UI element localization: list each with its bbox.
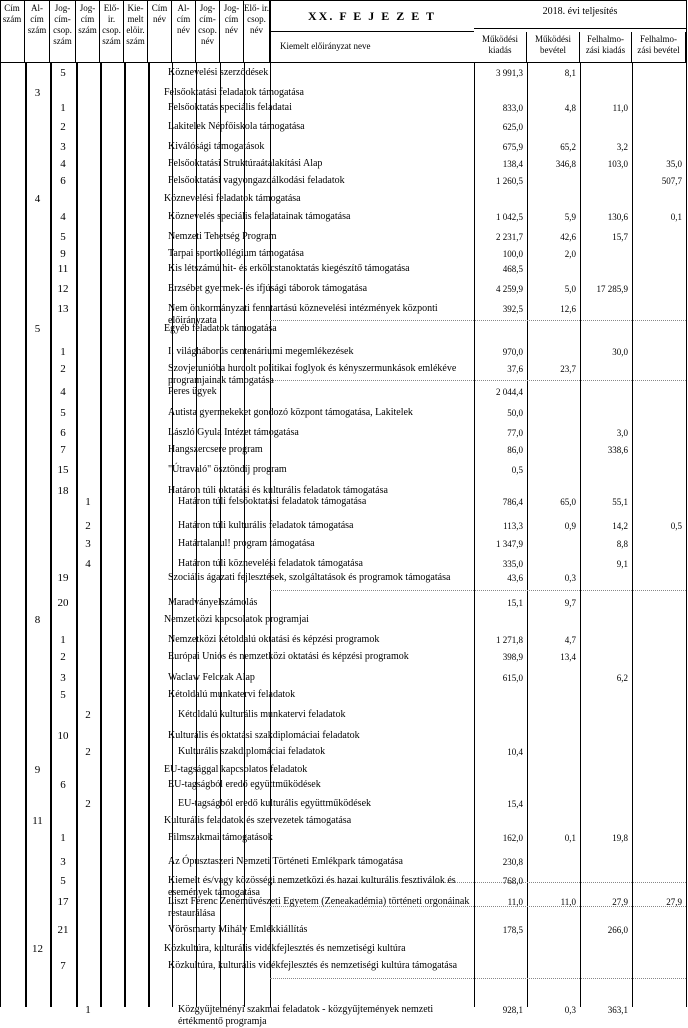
- value-mukodesi-bevetel: 5,0: [564, 284, 576, 294]
- table-row: [0, 303, 686, 326]
- item-name: Filmszakmai támogatások: [168, 832, 273, 843]
- table-row: [0, 346, 686, 363]
- value-mukodesi-kiadas: 11,0: [507, 897, 523, 907]
- header-divider: [270, 0, 271, 62]
- table-row: [0, 485, 686, 496]
- header-eloir-csop-nev: Elő- ir. csop. név: [244, 1, 270, 62]
- value-felhalmozasi-kiadas: 30,0: [612, 347, 628, 357]
- table-row: [0, 248, 686, 263]
- value-mukodesi-bevetel: 4,7: [564, 635, 576, 645]
- value-mukodesi-kiadas: 37,6: [507, 364, 523, 374]
- item-name: Köznevelés speciális feladatainak támogatása: [168, 211, 351, 222]
- value-mukodesi-kiadas: 1 271,8: [496, 635, 523, 645]
- header-cim-szam: Cím szám: [0, 1, 25, 62]
- header-alcim-nev: Al- cím név: [172, 1, 196, 62]
- header-eloir-csop-szam: Elő- ir. csop. szám: [100, 1, 124, 62]
- header-title-line: [270, 31, 474, 32]
- item-name: Lakitelek Népfőiskola támogatása: [168, 121, 305, 132]
- header-felhalmozasi-bevetel: Felhalmo- zási bevétel: [632, 32, 686, 62]
- item-name: Felsőoktatási vagyongazdálkodási feladatok: [168, 175, 345, 186]
- jogcim-number: 3: [85, 538, 91, 550]
- table-row: [0, 798, 686, 815]
- header-jogcim-szam: Jog- cím szám: [76, 1, 100, 62]
- item-name: "Útravaló" ösztöndíj program: [168, 464, 287, 475]
- item-name: Nemzetközi kapcsolatok programjai: [164, 614, 309, 625]
- item-name: Erzsébet gyermek- és ifjúsági táborok támogatása: [168, 283, 368, 294]
- jogcim-csoport-number: 4: [60, 211, 66, 223]
- jogcim-csoport-number: 15: [57, 464, 69, 476]
- table-row: [0, 121, 686, 141]
- value-mukodesi-kiadas: 15,1: [507, 598, 523, 608]
- header-kiemelt-eloir-szam: Kie- melt elöir. szám: [124, 1, 148, 62]
- item-name: EU-tagsággal kapcsolatos feladatok: [164, 764, 308, 775]
- jogcim-csoport-number: 2: [60, 363, 66, 375]
- table-row: [0, 464, 686, 485]
- value-mukodesi-bevetel: 42,6: [560, 232, 576, 242]
- table-row: [0, 960, 686, 1004]
- item-name: Nemzetközi kétoldalú oktatási és képzési programok: [168, 634, 380, 645]
- alcim-number: 12: [32, 943, 43, 955]
- table-row: [0, 634, 686, 651]
- table-row: [0, 672, 686, 689]
- item-name: EU-tagságból eredő kulturális együttműködések: [178, 798, 372, 809]
- value-mukodesi-bevetel: 0,3: [564, 573, 576, 583]
- table-row: [0, 709, 686, 730]
- value-mukodesi-kiadas: 230,8: [502, 857, 523, 867]
- table-row: [0, 496, 686, 520]
- jogcim-number: 1: [85, 1004, 91, 1016]
- jogcim-number: 1: [85, 496, 91, 508]
- value-felhalmozasi-kiadas: 19,8: [612, 833, 628, 843]
- table-row: [0, 386, 686, 407]
- value-mukodesi-bevetel: 0,3: [564, 1005, 576, 1015]
- header-cim-nev: Cím név: [148, 1, 172, 62]
- header-bottom-line: [0, 62, 686, 63]
- value-mukodesi-kiadas: 928,1: [502, 1005, 523, 1015]
- item-name: Liszt Ferenc Zeneművészeti Egyetem (Zeneakadémia) történeti orgonáinak restaurálása: [168, 896, 470, 919]
- header-jogcim-nev: Jog- cím név: [220, 1, 244, 62]
- table-row: [0, 815, 686, 832]
- value-felhalmozasi-kiadas: 9,1: [616, 559, 628, 569]
- table-row: [0, 856, 686, 875]
- value-mukodesi-bevetel: 0,1: [564, 833, 576, 843]
- header-jogcim-csop-nev: Jog- cím- csop. név: [196, 1, 220, 62]
- value-felhalmozasi-kiadas: 266,0: [607, 925, 628, 935]
- value-felhalmozasi-kiadas: 6,2: [616, 673, 628, 683]
- item-name: Közkultúra, kulturális vidékfejlesztés és nemzetiségi kultúra: [164, 943, 406, 954]
- value-mukodesi-kiadas: 162,0: [502, 833, 523, 843]
- jogcim-csoport-number: 3: [60, 856, 66, 868]
- value-felhalmozasi-bevetel: 35,0: [666, 159, 682, 169]
- jogcim-csoport-number: 2: [60, 121, 66, 133]
- value-mukodesi-kiadas: 2 044,4: [496, 387, 523, 397]
- value-felhalmozasi-kiadas: 14,2: [612, 521, 628, 531]
- jogcim-number: 4: [85, 558, 91, 570]
- value-felhalmozasi-kiadas: 8,8: [616, 539, 628, 549]
- table-row: [0, 444, 686, 464]
- jogcim-csoport-number: 5: [60, 407, 66, 419]
- jogcim-csoport-number: 1: [60, 102, 66, 114]
- value-mukodesi-kiadas: 3 991,3: [496, 68, 523, 78]
- table-row: [0, 283, 686, 303]
- header-mukodesi-kiadas: Működési kiadás: [474, 32, 527, 62]
- header-felhalmozasi-kiadas: Felhalmo- zási kiadás: [580, 32, 632, 62]
- item-name: Maradványelszámolás: [168, 597, 258, 608]
- value-felhalmozasi-kiadas: 338,6: [607, 445, 628, 455]
- jogcim-csoport-number: 17: [57, 896, 69, 908]
- table-row: [0, 875, 686, 896]
- value-mukodesi-bevetel: 8,1: [564, 68, 576, 78]
- header-year-line: [474, 28, 686, 29]
- item-name: I. világháborús centenáriumi megemlékezések: [168, 346, 354, 357]
- value-mukodesi-bevetel: 23,7: [560, 364, 576, 374]
- table-row: [0, 231, 686, 248]
- value-mukodesi-kiadas: 970,0: [502, 347, 523, 357]
- value-mukodesi-kiadas: 50,0: [507, 408, 523, 418]
- table-row: [0, 764, 686, 779]
- jogcim-csoport-number: 3: [60, 672, 66, 684]
- value-mukodesi-bevetel: 65,0: [560, 497, 576, 507]
- table-row: [0, 407, 686, 427]
- table-row: [0, 597, 686, 614]
- value-mukodesi-bevetel: 11,0: [560, 897, 576, 907]
- table-row: [0, 323, 686, 346]
- value-felhalmozasi-kiadas: 17 285,9: [596, 284, 628, 294]
- table-row: [0, 614, 686, 634]
- item-name: Szociális ágazati fejlesztések, szolgáltatások és programok támogatása: [168, 572, 451, 583]
- value-felhalmozasi-bevetel: 27,9: [666, 897, 682, 907]
- value-mukodesi-bevetel: 5,9: [564, 212, 576, 222]
- value-mukodesi-kiadas: 138,4: [502, 159, 523, 169]
- item-name: Kiemelt és/vagy közösségi nemzetközi és hazai kulturális fesztiválok és események támogatása: [168, 875, 456, 898]
- value-mukodesi-kiadas: 335,0: [502, 559, 523, 569]
- table-row: [0, 67, 686, 87]
- chapter-title: XX. F E J E Z E T: [307, 9, 437, 23]
- value-felhalmozasi-kiadas: 3,2: [616, 142, 628, 152]
- item-name: Kétoldalú kulturális munkatervi feladatok: [178, 709, 346, 720]
- table-row: [0, 896, 686, 924]
- jogcim-csoport-number: 18: [57, 485, 69, 497]
- table-row: [0, 779, 686, 798]
- jogcim-csoport-number: 4: [60, 386, 66, 398]
- alcim-number: 5: [34, 323, 41, 335]
- item-name: Peres ügyek: [168, 386, 217, 397]
- item-name: Vörösmarty Mihály Emlékkiállítás: [168, 924, 308, 935]
- value-felhalmozasi-bevetel: 0,1: [670, 212, 682, 222]
- value-mukodesi-kiadas: 675,9: [502, 142, 523, 152]
- item-name: Kulturális szakdiplomáciai feladatok: [178, 746, 326, 757]
- value-felhalmozasi-kiadas: 103,0: [607, 159, 628, 169]
- value-mukodesi-kiadas: 1 042,5: [496, 212, 523, 222]
- table-row: [0, 520, 686, 538]
- table-row: [0, 746, 686, 764]
- value-mukodesi-kiadas: 100,0: [502, 249, 523, 259]
- jogcim-csoport-number: 6: [60, 427, 66, 439]
- table-row: [0, 943, 686, 960]
- item-name: Kétoldalú munkatervi feladatok: [168, 689, 296, 700]
- item-name: Tarpai sportkollégium támogatása: [168, 248, 304, 259]
- value-mukodesi-kiadas: 468,5: [502, 264, 523, 274]
- value-mukodesi-bevetel: 13,4: [560, 652, 576, 662]
- value-mukodesi-kiadas: 113,3: [503, 521, 523, 531]
- item-name: Szovjetunióba hurcolt politikai foglyok és kényszermunkások emlékéve programjainak támogatása: [168, 363, 457, 386]
- value-mukodesi-kiadas: 77,0: [507, 428, 523, 438]
- jogcim-csoport-number: 6: [60, 779, 66, 791]
- item-name: Közgyűjteményi szakmai feladatok - közgyűjtemények nemzeti értékmentő programja: [178, 1004, 434, 1027]
- value-mukodesi-kiadas: 1 260,5: [496, 176, 523, 186]
- value-felhalmozasi-kiadas: 27,9: [612, 897, 628, 907]
- value-mukodesi-kiadas: 4 259,9: [496, 284, 523, 294]
- header-jogcim-csop-szam: Jog- cím- csop. szám: [50, 1, 76, 62]
- value-mukodesi-bevetel: 346,8: [555, 159, 576, 169]
- item-name: Kiválósági támogatások: [168, 141, 265, 152]
- header-alcim-szam: Al- cím szám: [25, 1, 50, 62]
- jogcim-csoport-number: 5: [60, 67, 66, 79]
- value-felhalmozasi-bevetel: 0,5: [670, 521, 682, 531]
- item-name: Köznevelési feladatok támogatása: [164, 193, 301, 204]
- jogcim-csoport-number: 5: [60, 231, 66, 243]
- jogcim-csoport-number: 19: [57, 572, 69, 584]
- jogcim-csoport-number: 5: [60, 875, 66, 887]
- value-mukodesi-kiadas: 398,9: [502, 652, 523, 662]
- value-mukodesi-bevetel: 12,6: [560, 304, 576, 314]
- item-name: Felsőoktatás speciális feladatai: [168, 102, 292, 113]
- value-mukodesi-kiadas: 768,0: [502, 876, 523, 886]
- table-row: [0, 651, 686, 672]
- value-mukodesi-kiadas: 786,4: [502, 497, 523, 507]
- table-row: [0, 102, 686, 121]
- value-mukodesi-kiadas: 10,4: [507, 747, 523, 757]
- item-name: EU-tagságból eredő együttműködések: [168, 779, 321, 790]
- jogcim-csoport-number: 3: [60, 141, 66, 153]
- table-row: [0, 538, 686, 558]
- item-name: Waclaw Felczak Alap: [168, 672, 255, 683]
- item-name: László Gyula Intézet támogatása: [168, 427, 299, 438]
- jogcim-csoport-number: 11: [57, 263, 69, 275]
- jogcim-csoport-number: 1: [60, 832, 66, 844]
- value-mukodesi-kiadas: 178,5: [502, 925, 523, 935]
- value-mukodesi-kiadas: 15,4: [507, 799, 523, 809]
- value-felhalmozasi-kiadas: 363,1: [607, 1005, 628, 1015]
- table-row: [0, 141, 686, 158]
- item-name: Kis létszámú hit- és erkölcstanoktatás kiegészítő támogatása: [168, 263, 410, 274]
- jogcim-csoport-number: 13: [57, 303, 69, 315]
- alcim-number: 8: [34, 614, 41, 626]
- jogcim-csoport-number: 9: [60, 248, 66, 260]
- item-name: Felsőoktatási Struktúraátalakítási Alap: [168, 158, 323, 169]
- header-year-label: 2018. évi teljesítés: [542, 6, 618, 17]
- item-name: Határon túli kulturális feladatok támogatása: [178, 520, 354, 531]
- table-row: [0, 730, 686, 746]
- value-felhalmozasi-kiadas: 11,0: [612, 103, 628, 113]
- alcim-number: 11: [32, 815, 43, 827]
- jogcim-csoport-number: 5: [60, 689, 66, 701]
- value-mukodesi-kiadas: 833,0: [502, 103, 523, 113]
- table-row: [0, 832, 686, 856]
- item-name: Határon túli köznevelési feladatok támogatása: [178, 558, 363, 569]
- value-mukodesi-kiadas: 615,0: [502, 673, 523, 683]
- value-felhalmozasi-kiadas: 130,6: [607, 212, 628, 222]
- item-name: Nemzeti Tehetség Program: [168, 231, 277, 242]
- item-name: Egyéb feladatok támogatása: [164, 323, 277, 334]
- table-row: [0, 263, 686, 283]
- value-mukodesi-kiadas: 2 231,7: [496, 232, 523, 242]
- jogcim-number: 2: [85, 798, 91, 810]
- jogcim-csoport-number: 7: [60, 444, 66, 456]
- jogcim-csoport-number: 20: [57, 597, 69, 609]
- item-name: Felsőoktatási feladatok támogatása: [164, 87, 304, 98]
- table-row: [0, 363, 686, 386]
- table-row: [0, 427, 686, 444]
- alcim-number: 3: [34, 87, 41, 99]
- item-name: Nem önkormányzati fenntartású köznevelési intézmények központi előirányzata: [168, 303, 438, 326]
- value-felhalmozasi-bevetel: 507,7: [661, 176, 682, 186]
- jogcim-number: 2: [85, 709, 91, 721]
- jogcim-number: 2: [85, 746, 91, 758]
- item-name: Kulturális és oktatási szakdiplomáciai feladatok: [168, 730, 360, 741]
- value-felhalmozasi-kiadas: 55,1: [612, 497, 628, 507]
- table-row: [0, 193, 686, 211]
- item-name: Határtalanul! program támogatása: [178, 538, 315, 549]
- value-mukodesi-kiadas: 625,0: [502, 122, 523, 132]
- jogcim-csoport-number: 12: [57, 283, 69, 295]
- value-mukodesi-kiadas: 392,5: [502, 304, 523, 314]
- value-mukodesi-kiadas: 86,0: [507, 445, 523, 455]
- table-row: [0, 87, 686, 102]
- table-row: [0, 689, 686, 709]
- item-name: Hangszercsere program: [168, 444, 263, 455]
- jogcim-csoport-number: 6: [60, 175, 66, 187]
- jogcim-csoport-number: 4: [60, 158, 66, 170]
- item-name: Európai Uniós és nemzetközi oktatási és képzési programok: [168, 651, 409, 662]
- table-row: [0, 572, 686, 597]
- jogcim-csoport-number: 1: [60, 346, 66, 358]
- value-mukodesi-bevetel: 0,9: [564, 521, 576, 531]
- value-mukodesi-bevetel: 65,2: [560, 142, 576, 152]
- item-name: Határon túli oktatási és kulturális feladatok támogatása: [168, 485, 388, 496]
- jogcim-csoport-number: 10: [57, 730, 69, 742]
- item-name: Autista gyermekeket gondozó központ támogatása, Lakitelek: [168, 407, 413, 418]
- jogcim-csoport-number: 1: [60, 634, 66, 646]
- value-mukodesi-kiadas: 1 347,9: [496, 539, 523, 549]
- value-mukodesi-bevetel: 2,0: [564, 249, 576, 259]
- value-mukodesi-kiadas: 0,5: [511, 465, 523, 475]
- value-felhalmozasi-kiadas: 15,7: [612, 232, 628, 242]
- table-row: [0, 211, 686, 231]
- right-border: [686, 0, 687, 1007]
- alcim-number: 4: [34, 193, 41, 205]
- jogcim-csoport-number: 2: [60, 651, 66, 663]
- item-name: Határon túli felsőoktatási feladatok támogatása: [178, 496, 367, 507]
- table-row: [0, 558, 686, 572]
- jogcim-csoport-number: 21: [57, 924, 69, 936]
- alcim-number: 9: [34, 764, 41, 776]
- jogcim-csoport-number: 7: [60, 960, 66, 972]
- header-kiemelt-eloiranyzat-neve: Kiemelt előirányzat neve: [280, 41, 371, 51]
- table-row: [0, 924, 686, 943]
- value-mukodesi-bevetel: 4,8: [564, 103, 576, 113]
- value-felhalmozasi-kiadas: 3,0: [616, 428, 628, 438]
- value-mukodesi-kiadas: 43,6: [507, 573, 523, 583]
- item-name: Köznevelési szerződések: [168, 67, 269, 78]
- item-name: Kulturális feladatok és szervezetek támogatása: [164, 815, 352, 826]
- item-name: Az Ópusztaszeri Nemzeti Történeti Emlékpark támogatása: [168, 856, 403, 867]
- table-row: [0, 158, 686, 175]
- jogcim-number: 2: [85, 520, 91, 532]
- table-row: [0, 175, 686, 193]
- item-name: Közkultúra, kulturális vidékfejlesztés és nemzetiségi kultúra támogatása: [168, 960, 458, 971]
- header-mukodesi-bevetel: Működési bevétel: [527, 32, 580, 62]
- value-mukodesi-bevetel: 9,7: [564, 598, 576, 608]
